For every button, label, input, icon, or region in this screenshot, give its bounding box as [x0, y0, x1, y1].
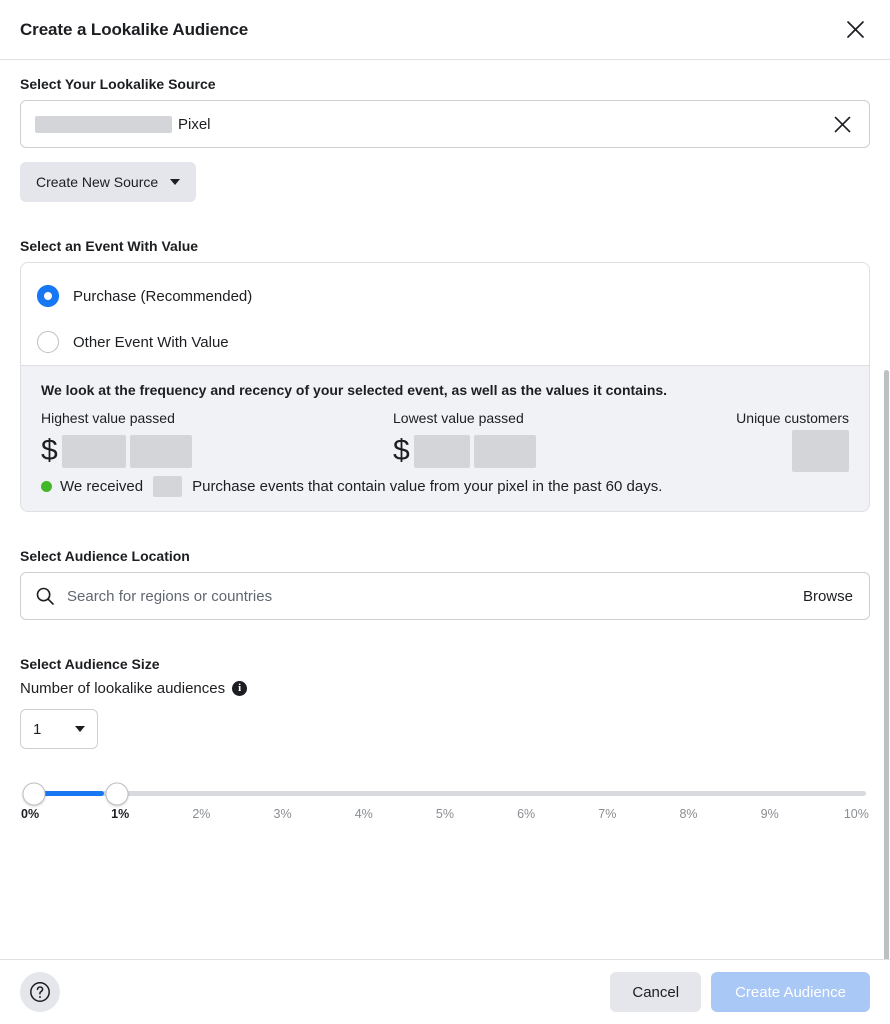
slider-tick: 10%: [843, 807, 869, 821]
info-icon[interactable]: i: [232, 681, 247, 696]
clear-glyph: [834, 116, 851, 133]
close-glyph: [846, 20, 865, 39]
status-suffix-text: Purchase events that contain value from your pixel in the past 60 days.: [192, 478, 663, 495]
event-stats-row: [41, 410, 849, 472]
radio-purchase[interactable]: [37, 285, 59, 307]
footer-actions: [610, 972, 870, 1012]
redacted-event-count: [153, 476, 182, 497]
create-audience-button[interactable]: Create Audience: [711, 972, 870, 1012]
status-prefix-text: We received: [60, 478, 144, 495]
clear-source-icon[interactable]: [829, 111, 855, 137]
stat-highest-value-value: [41, 430, 393, 472]
event-section-label: Select an Event With Value: [20, 238, 199, 254]
dialog-header: [0, 0, 890, 60]
help-glyph: [29, 981, 51, 1003]
search-input[interactable]: [65, 587, 803, 606]
event-option-other-label: Other Event With Value: [73, 333, 229, 351]
chevron-down-icon: [170, 179, 180, 185]
stat-lowest-value-value: [393, 430, 725, 472]
event-option-purchase[interactable]: [21, 273, 869, 319]
stat-lowest-value: [393, 410, 725, 472]
scrollbar-thumb[interactable]: [884, 370, 889, 959]
location-search-field[interactable]: [20, 572, 870, 620]
slider-track[interactable]: [24, 791, 866, 796]
slider-tick: 7%: [598, 807, 617, 821]
slider-tick: 9%: [760, 807, 779, 821]
redacted-source-name: [35, 116, 172, 133]
redacted-unique-customers: [792, 430, 849, 472]
slider-tick: 3%: [273, 807, 292, 821]
status-dot-icon: [41, 481, 52, 492]
audience-size-slider[interactable]: [20, 791, 870, 821]
slider-handle-start[interactable]: [23, 782, 46, 805]
create-new-source-button[interactable]: [20, 162, 196, 202]
currency-symbol: $: [41, 434, 58, 467]
audience-size-label: Select Audience Size: [20, 656, 160, 672]
slider-tick: 4%: [354, 807, 373, 821]
event-option-other[interactable]: [21, 319, 869, 365]
event-info-heading: We look at the frequency and recency of your selected event, as well as the values it contains.: [41, 382, 668, 398]
redacted-lowest-value-b: [474, 435, 536, 468]
event-status-row: [41, 476, 849, 497]
chevron-down-icon: [75, 726, 85, 732]
spacer: [20, 202, 870, 238]
close-icon[interactable]: [838, 13, 872, 47]
currency-symbol: $: [393, 434, 410, 467]
slider-tick: 5%: [435, 807, 454, 821]
spacer: [20, 620, 870, 656]
slider-ticks: [20, 807, 870, 821]
audience-count-select[interactable]: [20, 709, 98, 749]
slider-tick: 6%: [517, 807, 536, 821]
slider-handle-end[interactable]: [105, 782, 128, 805]
event-info-panel: [21, 365, 869, 511]
search-glyph: [35, 586, 55, 606]
stat-highest-value-label: Highest value passed: [41, 410, 175, 426]
lookalike-source-field[interactable]: [20, 100, 870, 148]
stat-highest-value: [41, 410, 393, 472]
create-new-source-label: Create New Source: [36, 174, 159, 190]
radio-other-event[interactable]: [37, 331, 59, 353]
dialog-footer: [0, 959, 890, 1024]
redacted-lowest-value-a: [414, 435, 470, 468]
redacted-highest-value-b: [130, 435, 192, 468]
audience-location-label: Select Audience Location: [20, 548, 190, 564]
slider-tick: 2%: [192, 807, 211, 821]
slider-tick: 0%: [21, 807, 40, 821]
stat-unique-customers: [725, 410, 849, 472]
event-selection-card: [20, 262, 870, 512]
stat-unique-customers-value: [725, 430, 849, 472]
number-of-audiences-label: [20, 680, 870, 697]
source-type-label: Pixel: [178, 115, 211, 133]
spacer: [20, 512, 870, 548]
slider-tick: 1%: [111, 807, 130, 821]
browse-button[interactable]: Browse: [802, 587, 853, 605]
cancel-button[interactable]: Cancel: [610, 972, 701, 1012]
slider-tick: 8%: [679, 807, 698, 821]
event-option-purchase-label: Purchase (Recommended): [73, 287, 253, 305]
number-of-audiences-text: Number of lookalike audiences: [20, 680, 226, 697]
help-icon[interactable]: [20, 972, 60, 1012]
stat-unique-customers-label: Unique customers: [736, 410, 849, 426]
search-icon: [35, 586, 55, 606]
dialog-body: [0, 60, 890, 959]
scrollbar[interactable]: [884, 210, 890, 959]
audience-count-value: 1: [33, 720, 42, 738]
stat-lowest-value-label: Lowest value passed: [393, 410, 524, 426]
redacted-highest-value-a: [62, 435, 126, 468]
lookalike-source-label: Select Your Lookalike Source: [20, 76, 216, 92]
page-title: Create a Lookalike Audience: [20, 19, 249, 39]
